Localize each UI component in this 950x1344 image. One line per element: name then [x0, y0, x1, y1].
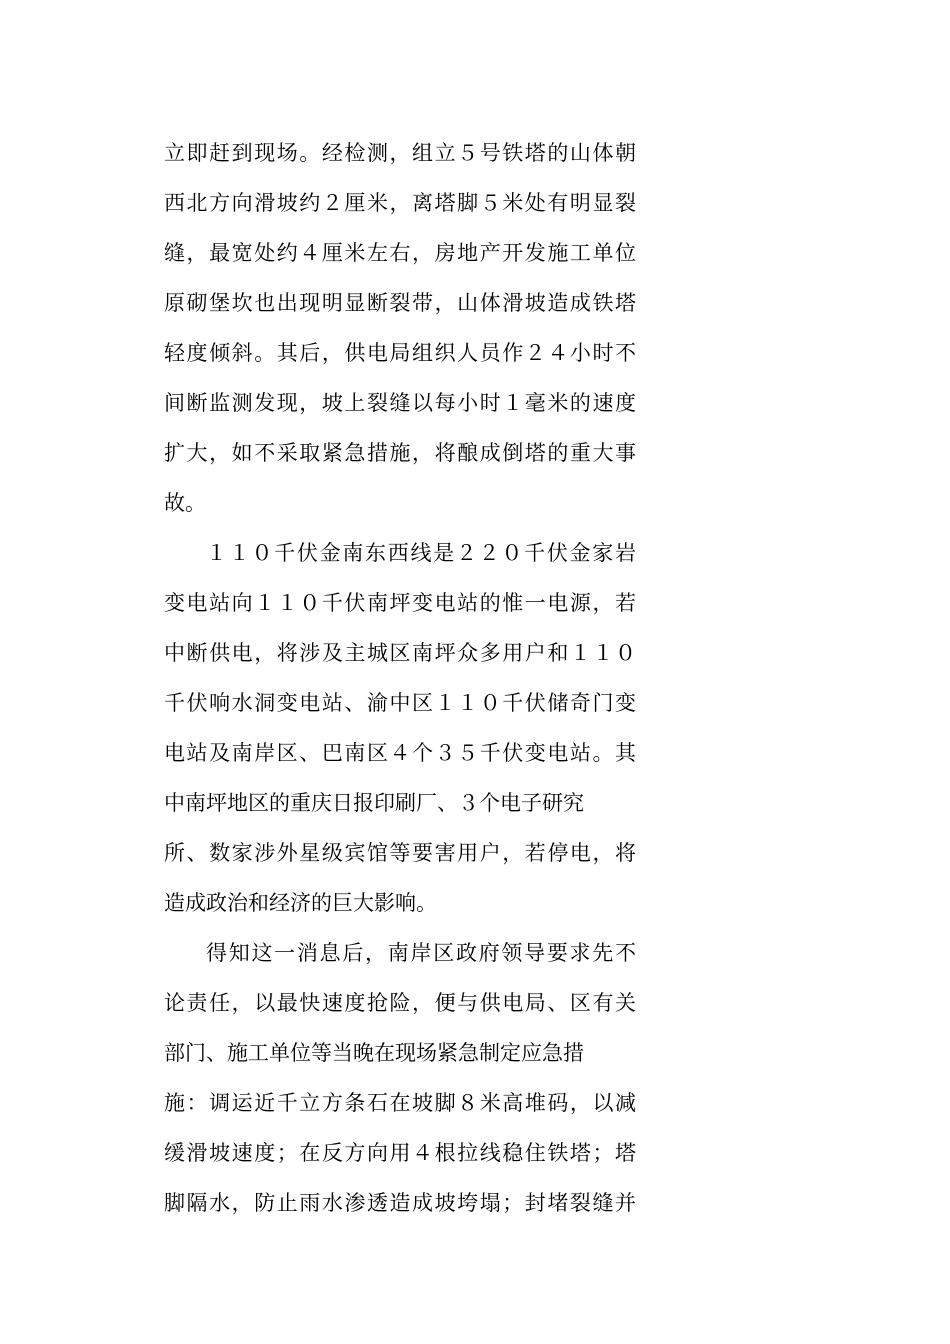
- text-line: １１０千伏金南东西线是２２０千伏金家岩: [206, 541, 636, 565]
- text-line: 脚隔水，防止雨水渗透造成坡垮塌；封堵裂缝并: [164, 1191, 636, 1215]
- body-text: [164, 128, 636, 1228]
- text-line: 得知这一消息后，南岸区政府领导要求先不: [206, 941, 636, 965]
- paragraph-3: [164, 928, 636, 1228]
- text-line: 施：调运近千立方条石在坡脚８米高堆码，以减: [164, 1091, 636, 1115]
- text-line: 中南坪地区的重庆日报印刷厂、３个电子研究: [164, 791, 584, 815]
- text-line: 所、数家涉外星级宾馆等要害用户，若停电，将: [164, 841, 636, 865]
- text-line: 间断监测发现，坡上裂缝以每小时１毫米的速度: [164, 391, 636, 415]
- text-line: 部门、施工单位等当晚在现场紧急制定应急措: [164, 1041, 584, 1065]
- text-line: 扩大，如不采取紧急措施，将酿成倒塔的重大事: [164, 441, 636, 465]
- text-line: 中断供电，将涉及主城区南坪众多用户和１１０: [164, 641, 636, 665]
- text-line: 立即赶到现场。经检测，组立５号铁塔的山体朝: [164, 141, 636, 165]
- text-line: 千伏响水洞变电站、渝中区１１０千伏储奇门变: [164, 691, 636, 715]
- text-line: 造成政治和经济的巨大影响。: [164, 891, 437, 915]
- paragraph-1: [164, 128, 636, 528]
- paragraph-2: [164, 528, 636, 928]
- text-line: 原砌堡坎也出现明显断裂带，山体滑坡造成铁塔: [164, 291, 636, 315]
- text-line: 变电站向１１０千伏南坪变电站的惟一电源，若: [164, 591, 636, 615]
- text-line: 轻度倾斜。其后，供电局组织人员作２４小时不: [164, 341, 636, 365]
- text-line: 电站及南岸区、巴南区４个３５千伏变电站。其: [164, 741, 636, 765]
- text-line: 缝，最宽处约４厘米左右，房地产开发施工单位: [164, 241, 636, 265]
- text-line: 故。: [164, 491, 206, 515]
- text-line: 论责任，以最快速度抢险，便与供电局、区有关: [164, 991, 636, 1015]
- text-line: 西北方向滑坡约２厘米，离塔脚５米处有明显裂: [164, 191, 636, 215]
- text-line: 缓滑坡速度；在反方向用４根拉线稳住铁塔；塔: [164, 1141, 636, 1165]
